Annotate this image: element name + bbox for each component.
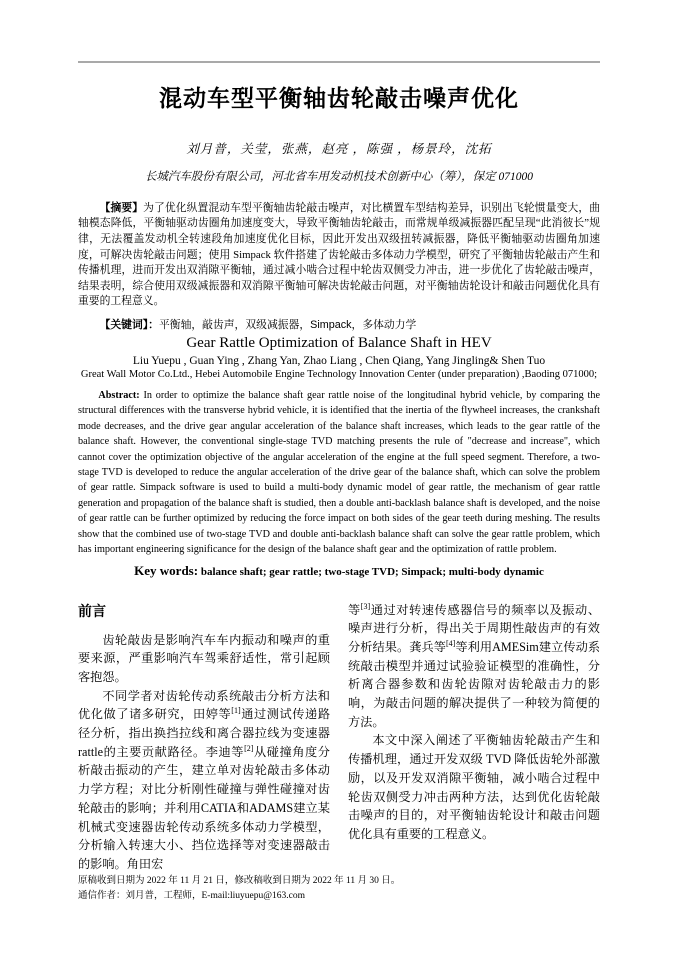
paragraph-text: 等利用AMESim建立传动系统敲击模型并通过试验验证模型的准确性，分析离合器参数和齿轮齿隙对齿轮敲击力的影响，为敲击问题的解决提供了一种较为简便的方法。	[348, 639, 601, 729]
citation-ref: [4]	[445, 638, 456, 648]
abstract-en-text: In order to optimize the balance shaft gear rattle noise of the longitudinal hybrid vehicle, by comparing the structural differences with the transverse hybrid vehicle, it is identified that the inertia of the flywheel increases, the crankshaft mode decreases, and the drive gear angular acceleration of the balance shaft increases, which leads to the gear rattle of the balance shaft. However, the conventional single-stage TVD matching presents the rule of "decrease and increase", which cannot cover the optimization objective of the angular acceleration of the engine at the full speed segment. Therefore, a two-stage TVD is developed to reduce the angular acceleration of the drive gear of the balance shaft, which can solve the problem of gear rattle. Simpack software is used to build a multi-body dynamic model of gear rattle, the mechanism of gear rattle generation and propagation of the balance shaft is studied, then a double anti-backlash balance shaft is developed, and the noise of gear rattle can be further optimized by reducing the force impact on both sides of the gear teeth during meshing. The results show that the combined use of two-stage TVD and double anti-backlash balance shaft can solve the gear rattle problem, which has important engineering significance for the design of the balance shaft gear and the optimization of rattle problem.	[78, 390, 601, 556]
keywords-cn	[78, 317, 600, 332]
footnote-block	[78, 874, 600, 903]
paragraph-text: 通过对转速传感器信号的频率以及振动、噪声进行分析，得出关于周期性敲齿声的有效分析结果。龚兵等	[348, 602, 601, 654]
paper-title-en: Gear Rattle Optimization of Balance Shaft in HEV	[186, 335, 492, 352]
page-content	[78, 84, 600, 874]
keywords-cn-text: 平衡轴，敲齿声，双级减振器，Simpack，多体动力学	[158, 319, 417, 332]
paper-title-cn: 混动车型平衡轴齿轮敲击噪声优化	[159, 86, 519, 111]
received-dates-line: 原稿收到日期为 2022 年 11 月 21 日，修改稿收到日期为 2022 年 11 月 30 日。	[78, 876, 401, 886]
paragraph-text: 通过测试传递路径分析，指出换挡拉线和离合器拉线为变速器rattle的主要贡献路径。李迪等	[78, 707, 331, 759]
left-column	[78, 601, 330, 874]
corresponding-author-line: 通信作者：刘月普，工程师，E-mail:liuyuepu@163.com	[78, 890, 305, 901]
paragraph: 齿轮敲齿是影响汽车车内振动和噪声的重要来源，严重影响汽车驾乘舒适性，常引起顾客抱怨。	[78, 632, 330, 684]
affiliation-cn: 长城汽车股份有限公司，河北省车用发动机技术创新中心（筹），保定 071000	[144, 170, 534, 183]
keywords-en-label: Key words:	[134, 562, 199, 578]
abstract-cn-label: 【摘要】	[99, 201, 144, 214]
keywords-en	[78, 563, 600, 579]
header-rule	[78, 61, 600, 63]
authors-cn: 刘月普，关莹，张燕，赵亮 ，陈强 ，杨景玲，沈拓	[186, 141, 492, 156]
paragraph: 本文中深入阐述了平衡轴齿轮敲击产生和传播机理，通过开发双级 TVD 降低齿轮外部激励，以及开发双消隙平衡轴，减小啮合过程中轮齿双侧受力冲击两种方法，达到优化齿轮敲击噪声的目的，对平衡轴齿轮设计和敲击问题优化具有重要的工程意义。	[348, 733, 600, 841]
citation-ref: [3]	[360, 601, 371, 611]
citation-ref: [2]	[244, 743, 254, 753]
two-column-body	[78, 601, 600, 874]
affiliation-en: Great Wall Motor Co.Ltd., Hebei Automobile Engine Technology Innovation Center (under preparation) ,Baoding 071000;	[80, 369, 598, 381]
keywords-cn-label: 【关键词】：	[99, 319, 159, 332]
paragraph-text: 不同学者对齿轮传动系统敲击分析方法和优化做了诸多研究，田婷等	[78, 688, 330, 722]
right-column	[348, 601, 600, 874]
abstract-en	[78, 388, 600, 557]
abstract-en-label: Abstract:	[98, 390, 140, 402]
citation-ref: [1]	[231, 706, 241, 716]
paragraph-text: 等	[348, 602, 361, 617]
paragraph-text: 从碰撞角度分析敲击振动的产生，建立单对齿轮敲击多体动力学方程；对比分析刚性碰撞与弹性碰撞对齿轮敲击的影响；并利用CATIA和ADAMS建立某机械式变速器齿轮传动系统多体动力学模型，分析输入转速大小、挡位选择等对变速器敲击的影响。角田宏	[78, 744, 330, 871]
paragraph	[348, 601, 600, 732]
intro-heading: 前言	[78, 602, 106, 619]
authors-en: Liu Yuepu , Guan Ying , Zhang Yan, Zhao Liang , Chen Qiang, Yang Jingling& Shen Tuo	[132, 355, 546, 368]
keywords-en-text: balance shaft; gear rattle; two-stage TVD; Simpack; multi-body dynamic	[200, 565, 544, 578]
paragraph	[78, 687, 330, 874]
abstract-cn-text: 为了优化纵置混动车型平衡轴齿轮敲击噪声，对比横置车型结构差异，识别出飞轮惯量变大，曲轴模态降低，平衡轴驱动齿圈角加速度变大，导致平衡轴齿轮敲击，而常规单级减振器匹配呈现“此消彼长”规律，无法覆盖发动机全转速段角加速度优化目标，因此开发出双级扭转减振器，降低平衡轴驱动齿圈角加速度，可解决齿轮敲击问题；使用 Simpack 软件搭建了齿轮敲击多体动力学模型，研究了平衡轴齿轮敲击产生和传播机理，进而开发出双消隙平衡轴，通过减小啮合过程中轮齿双侧受力冲击，进一步优化了齿轮敲击噪声，结果表明，综合使用双级减振器和双消隙平衡轴可解决齿轮敲击问题，对平衡轴齿轮设计和敲击问题优化具有重要的工程意义。	[78, 201, 601, 308]
abstract-cn	[78, 201, 600, 310]
